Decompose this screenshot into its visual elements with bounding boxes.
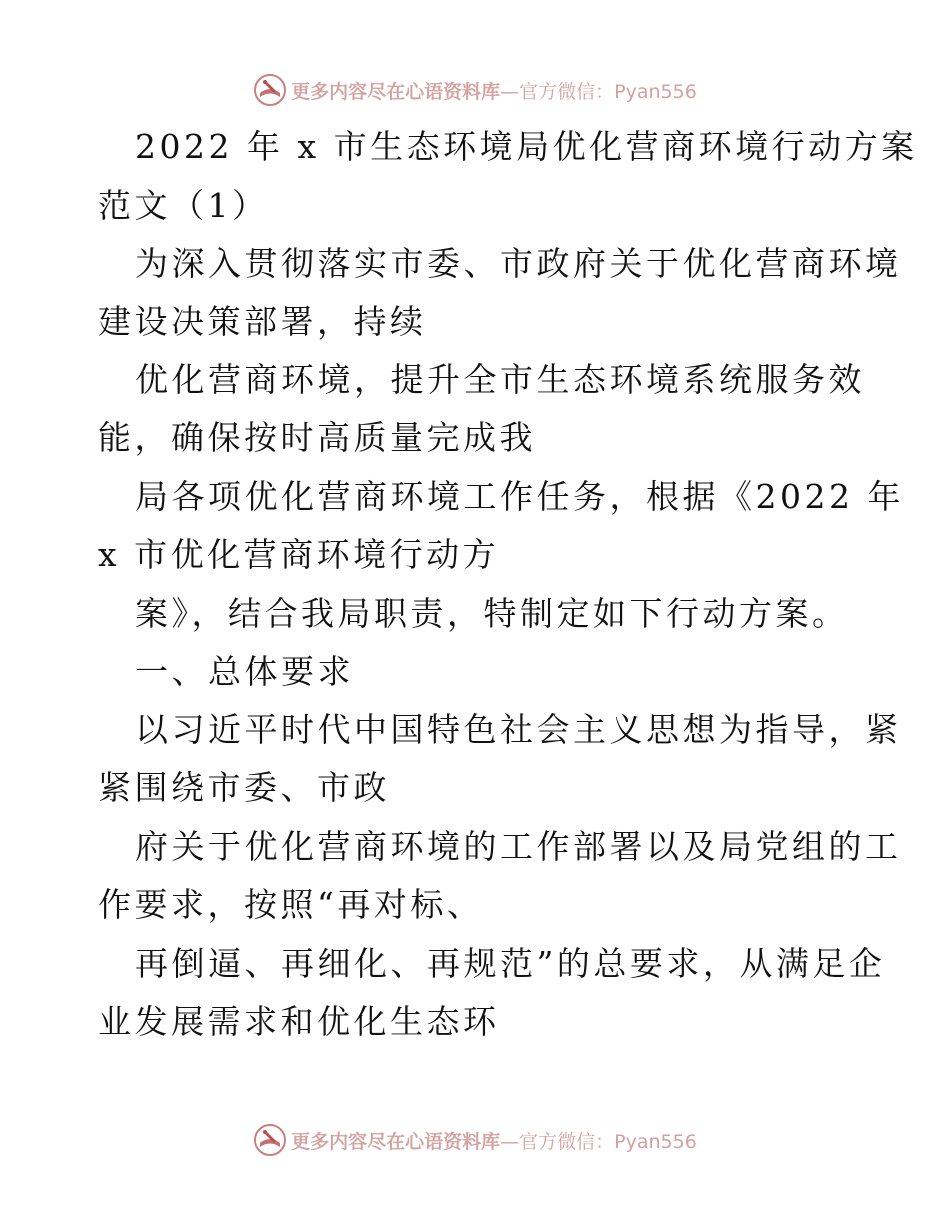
paragraph-8-line-1: 再倒逼、再细化、再规范”的总要求，从满足企 bbox=[135, 944, 886, 983]
title-line-1: 2022 年 x 市生态环境局优化营商环境行动方案 bbox=[135, 127, 918, 166]
title-line-2: 范文（1） bbox=[98, 186, 269, 225]
section-heading-1: 一、总体要求 bbox=[135, 652, 354, 691]
red-book-pen-logo-icon bbox=[253, 1123, 287, 1157]
paragraph-6-line-1: 以习近平时代中国特色社会主义思想为指导，紧 bbox=[135, 710, 902, 749]
header-watermark bbox=[0, 70, 950, 110]
paragraph-3-line-1: 局各项优化营商环境工作任务，根据《2022 年 bbox=[135, 477, 904, 516]
red-book-pen-logo-icon bbox=[253, 73, 287, 107]
paragraph-3-line-2: x 市优化营商环境行动方 bbox=[98, 535, 500, 574]
paragraph-2-line-1: 优化营商环境，提升全市生态环境系统服务效 bbox=[135, 360, 865, 399]
watermark-left-text: 更多内容尽在心语资料库 bbox=[291, 80, 501, 103]
watermark-right-text: —官方微信：Pyan556 bbox=[500, 1130, 697, 1153]
watermark-right-text: —官方微信：Pyan556 bbox=[500, 80, 697, 103]
paragraph-8-line-2: 业发展需求和优化生态环 bbox=[98, 1002, 500, 1041]
paragraph-7-line-2: 作要求，按照“再对标、 bbox=[98, 885, 484, 924]
paragraph-1-line-1: 为深入贯彻落实市委、市政府关于优化营商环境 bbox=[135, 244, 902, 283]
paragraph-4-line-1: 案》，结合我局职责，特制定如下行动方案。 bbox=[135, 594, 849, 633]
paragraph-7-line-1: 府关于优化营商环境的工作部署以及局党组的工 bbox=[135, 827, 902, 866]
paragraph-1-line-2: 建设决策部署，持续 bbox=[98, 302, 427, 341]
footer-watermark bbox=[0, 1120, 950, 1160]
watermark-left-text: 更多内容尽在心语资料库 bbox=[291, 1130, 501, 1153]
paragraph-2-line-2: 能，确保按时高质量完成我 bbox=[98, 418, 536, 457]
paragraph-6-line-2: 紧围绕市委、市政 bbox=[98, 768, 390, 807]
